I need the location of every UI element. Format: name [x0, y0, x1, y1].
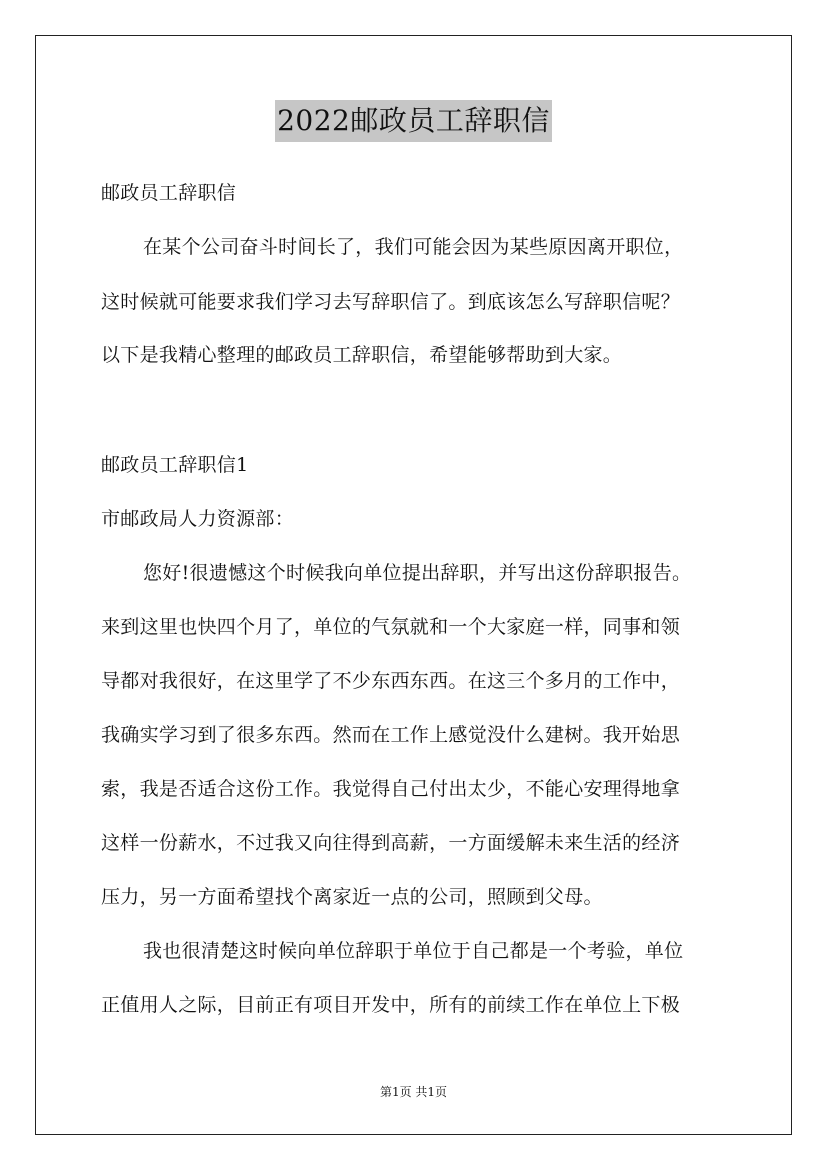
body-line-6: 这样一份薪水，不过我又向往得到高薪，一方面缓解未来生活的经济 — [101, 832, 681, 854]
document-heading: 邮政员工辞职信 — [101, 182, 237, 204]
intro-line-3: 以下是我精心整理的邮政员工辞职信，希望能够帮助到大家。 — [101, 344, 623, 366]
body-line-2: 来到这里也快四个月了，单位的气氛就和一个大家庭一样，同事和领 — [101, 616, 681, 638]
salutation: 市邮政局人力资源部： — [101, 508, 295, 530]
body-line-1: 您好!很遗憾这个时候我向单位提出辞职，并写出这份辞职报告。 — [143, 562, 692, 584]
title-container — [0, 100, 827, 142]
document-title: 2022邮政员工辞职信 — [275, 100, 552, 142]
body-line-8: 我也很清楚这时候向单位辞职于单位于自己都是一个考验，单位 — [143, 940, 684, 962]
section-title: 邮政员工辞职信1 — [101, 454, 249, 476]
page-number-footer: 第1页 共1页 — [379, 1085, 448, 1099]
intro-line-2: 这时候就可能要求我们学习去写辞职信了。到底该怎么写辞职信呢？ — [101, 291, 681, 313]
body-line-7: 压力，另一方面希望找个离家近一点的公司，照顾到父母。 — [101, 886, 603, 908]
intro-line-1: 在某个公司奋斗时间长了，我们可能会因为某些原因离开职位， — [143, 236, 684, 258]
body-line-3: 导都对我很好，在这里学了不少东西东西。在这三个多月的工作中， — [101, 670, 681, 692]
body-line-9: 正值用人之际，目前正有项目开发中，所有的前续工作在单位上下极 — [101, 994, 681, 1016]
body-line-5: 索，我是否适合这份工作。我觉得自己付出太少，不能心安理得地拿 — [101, 778, 681, 800]
body-line-4: 我确实学习到了很多东西。然而在工作上感觉没什么建树。我开始思 — [101, 724, 681, 746]
